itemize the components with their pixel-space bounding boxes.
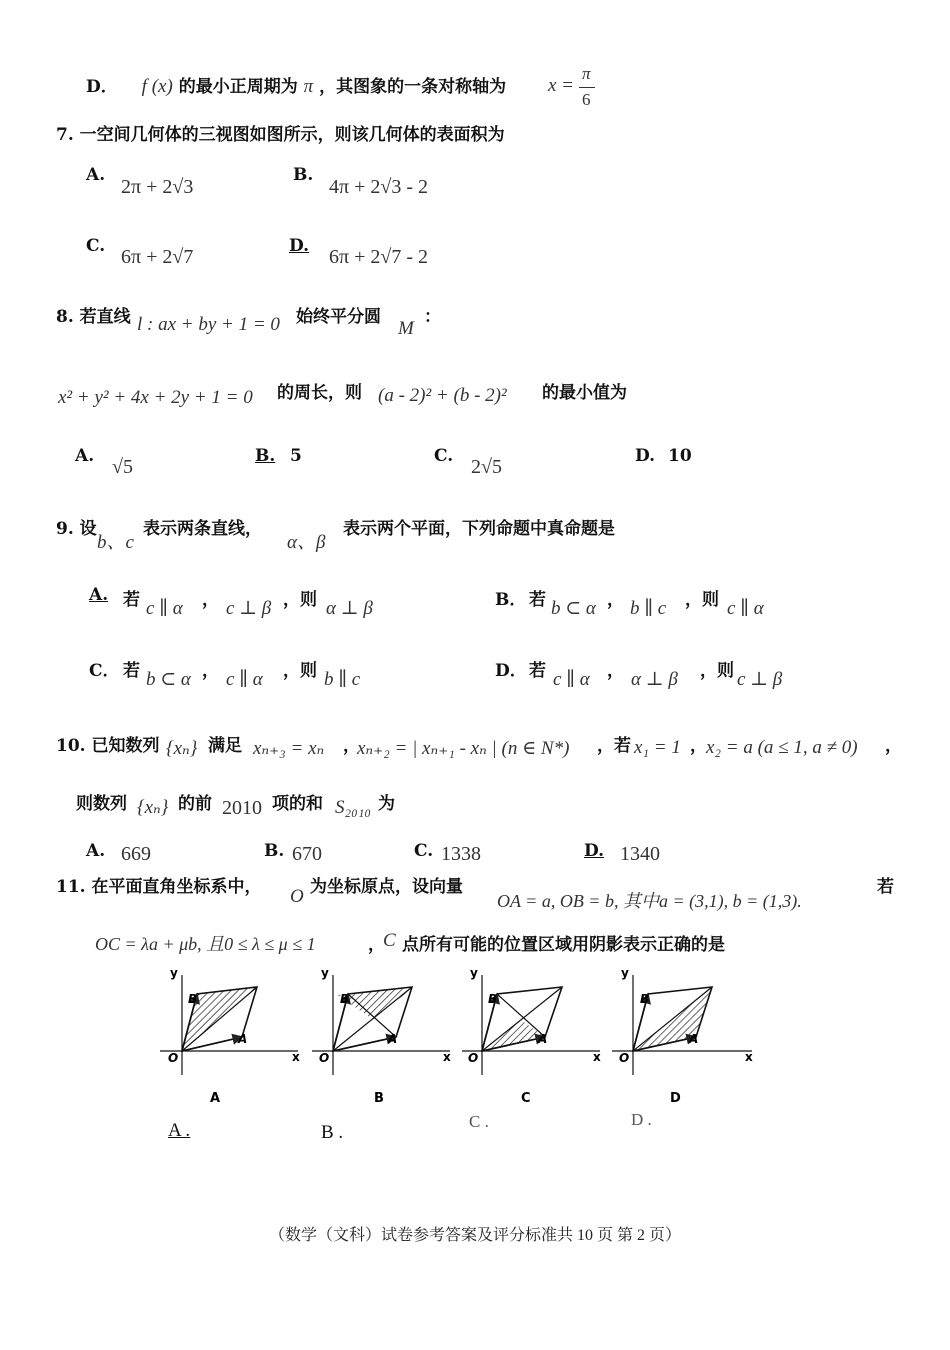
q10-eq4: x₂ = a (a ≤ 1, a ≠ 0) (706, 737, 858, 758)
q7-a-value: 2π + 2√3 (121, 176, 194, 198)
q7-c-value: 6π + 2√7 (121, 246, 194, 268)
q9-stem2: 表示两条直线， (143, 519, 262, 539)
figure-c-axis-y: y (470, 966, 478, 980)
q8-stem4: 的最小值为 (542, 383, 627, 403)
figure-b-point-a: A (388, 1032, 398, 1046)
q9-d-m3: c ⊥ β (737, 669, 783, 690)
q6-d-text2: ，其图象的一条对称轴为 (319, 77, 507, 97)
q7-b-value: 4π + 2√3 - 2 (329, 176, 429, 198)
figure-d-point-b: B (640, 992, 650, 1006)
q8-c-value: 2√5 (471, 456, 502, 478)
figure-d-axis-y: y (621, 966, 629, 980)
q9-b-m1: b ⊂ α (551, 598, 596, 619)
q11-vecs: OA = a, OB = b, 其中a = (3,1), b = (1,3). (497, 891, 802, 911)
q7-stem: 7. 一空间几何体的三视图如图所示，则该几何体的表面积为 (56, 125, 505, 145)
q9-d-m2: α ⊥ β (631, 669, 678, 690)
q8-a-label: A. (75, 446, 95, 466)
figure-a-axis-y: y (170, 966, 178, 980)
figure-b (312, 966, 451, 1106)
figure-a-point-a: A (238, 1032, 248, 1046)
figure-c-point-a: A (538, 1032, 548, 1046)
figure-a (160, 966, 300, 1106)
q9-b-label: B． (495, 590, 527, 610)
q8-b-label: B. (255, 446, 276, 466)
q6-d-den: 6 (582, 90, 591, 109)
q6-d-num: π (582, 64, 591, 83)
q8-stem1: 8. 若直线 (56, 307, 131, 327)
q9-b-ruo: 若 (529, 590, 546, 610)
q11-origin: O (290, 886, 304, 907)
q8-circle-eq: x² + y² + 4x + 2y + 1 = 0 (58, 387, 253, 408)
q9-b-comma: ， (607, 590, 624, 610)
figure-d-axis-x: x (745, 1050, 753, 1064)
figure-d-point-a: A (689, 1032, 699, 1046)
q9-d-m1: c ∥ α (553, 669, 590, 690)
q10-sum: S₂₀₁₀ (335, 797, 371, 818)
q9-b-m2: b ∥ c (630, 598, 667, 619)
q7-b-label: B. (293, 165, 314, 185)
q8-colon: ： (424, 307, 441, 327)
q9-c-label: C． (89, 661, 120, 681)
q9-a-label: A. (89, 585, 109, 605)
figure-c-point-b: B (488, 992, 498, 1006)
q9-a-m1: c ∥ α (146, 598, 183, 619)
figure-c-axis-x: x (593, 1050, 601, 1064)
q8-stem3: 的周长，则 (277, 383, 362, 403)
q11-stem4: 点所有可能的位置区域用阴影表示正确的是 (402, 935, 725, 955)
q11-stem3: ， (368, 935, 385, 955)
q10-d-label: D. (584, 841, 605, 861)
figure-c (462, 966, 601, 1106)
q6-d-func: f (x) (141, 76, 173, 97)
q9-c-ruo: 若 (123, 661, 140, 681)
q9-b-m3: c ∥ α (727, 598, 764, 619)
q10-stem7: 为 (378, 794, 395, 814)
q6-d-pi: π (303, 76, 314, 97)
q8-a-value: √5 (112, 456, 133, 478)
q6-option-d (86, 72, 506, 98)
figure-c-point-o: O (468, 1051, 479, 1065)
q9-d-ze: ，则 (700, 661, 734, 681)
q10-a-label: A. (86, 841, 106, 861)
q11-a-label: A . (168, 1120, 191, 1141)
q11-b-label: B . (321, 1122, 344, 1143)
q9-c-m3: b ∥ c (324, 669, 361, 690)
q9-a-m3: α ⊥ β (326, 598, 373, 619)
figure-d (612, 966, 753, 1106)
q10-comma3: ， (885, 736, 902, 756)
q11-ruo: 若 (877, 877, 894, 897)
figure-b-label: B (374, 1091, 384, 1106)
q11-point-c: C (383, 930, 396, 951)
q11-c-label: C . (469, 1112, 489, 1131)
figure-c-label: C (521, 1091, 531, 1106)
q9-d-label: D． (495, 661, 527, 681)
figure-b-point-o: O (319, 1051, 330, 1065)
q11-d-label: D . (631, 1110, 652, 1129)
q10-eq3: x₁ = 1 (634, 737, 681, 758)
figure-b-axis-x: x (443, 1050, 451, 1064)
q9-a-ruo: 若 (123, 590, 140, 610)
q10-d-value: 1340 (620, 843, 660, 865)
q9-c-m1: b ⊂ α (146, 669, 191, 690)
figure-b-point-b: B (340, 992, 350, 1006)
q6-d-label: D． (86, 77, 118, 97)
q9-c-comma: ， (202, 661, 219, 681)
q10-eq1: xₙ₊₃ = xₙ (253, 738, 325, 759)
figure-a-point-b: B (188, 992, 198, 1006)
q7-a-label: A. (86, 165, 106, 185)
q9-a-m2: c ⊥ β (226, 598, 272, 619)
q6-d-text1: 的最小正周期为 (178, 77, 298, 97)
q11-cond: OC = λa + μb, 且0 ≤ λ ≤ μ ≤ 1 (95, 934, 316, 954)
q11-stem2: 为坐标原点，设向量 (310, 877, 463, 897)
q9-vars2: α、β (287, 532, 326, 553)
q10-c-value: 1338 (441, 843, 481, 865)
figure-c-shaded-region (482, 1020, 548, 1051)
q10-stem5: 的前 (178, 794, 212, 814)
q9-a-ze: ，则 (283, 590, 317, 610)
q9-stem3: 表示两个平面，下列命题中真命题是 (343, 519, 615, 539)
q10-b-value: 670 (292, 843, 322, 865)
figure-a-axis-x: x (292, 1050, 300, 1064)
q7-d-value: 6π + 2√7 - 2 (329, 246, 429, 268)
q11-figures (150, 965, 770, 1115)
q10-comma1: ， (343, 736, 360, 756)
q8-d-value: 10 (668, 446, 692, 466)
figure-d-label: D (670, 1091, 681, 1106)
q8-d-label: D. (635, 446, 656, 466)
q9-a-comma: ， (202, 590, 219, 610)
q7-d-label: D. (289, 236, 310, 256)
page-footer: （数学（文科）试卷参考答案及评分标准共 10 页 第 2 页） (268, 1227, 681, 1244)
figure-d-point-o: O (619, 1051, 630, 1065)
q10-stem1: 10. 已知数列 (56, 736, 160, 756)
q9-d-comma: ， (607, 661, 624, 681)
q10-c-label: C. (414, 841, 434, 861)
q8-expr: (a - 2)² + (b - 2)² (378, 385, 507, 406)
q9-c-m2: c ∥ α (226, 669, 263, 690)
q10-stem3: ，若 (597, 736, 631, 756)
q10-seq: {xₙ} (166, 738, 198, 759)
q10-stem2: 满足 (208, 736, 242, 756)
figure-b-axis-y: y (321, 966, 329, 980)
q6-d-eq: x = (548, 75, 575, 96)
figure-a-label: A (210, 1091, 221, 1106)
q10-a-value: 669 (121, 843, 151, 865)
q8-b-value: 5 (290, 446, 302, 466)
q10-b-label: B. (264, 841, 285, 861)
q9-c-ze: ，则 (283, 661, 317, 681)
q10-stem6: 项的和 (272, 794, 323, 814)
q10-seq2: {xₙ} (137, 797, 169, 818)
q9-stem1: 9. 设 (56, 519, 97, 539)
figure-a-point-o: O (168, 1051, 179, 1065)
q9-d-ruo: 若 (529, 661, 546, 681)
q10-stem4: 则数列 (76, 794, 127, 814)
q10-eq2: xₙ₊₂ = | xₙ₊₁ - xₙ | (n ∈ N*) (357, 738, 570, 759)
q8-line-eq: l : ax + by + 1 = 0 (137, 314, 280, 335)
q8-stem2: 始终平分圆 (296, 307, 381, 327)
fraction-bar (579, 87, 595, 88)
q10-n: 2010 (222, 797, 262, 819)
q9-vars1: b、c (97, 532, 134, 553)
q9-b-ze: ，则 (685, 590, 719, 610)
q10-comma2: ， (690, 736, 707, 756)
q7-c-label: C. (86, 236, 106, 256)
q11-stem1: 11. 在平面直角坐标系中， (56, 877, 262, 897)
q8-circle: M (398, 318, 414, 339)
q8-c-label: C. (434, 446, 454, 466)
